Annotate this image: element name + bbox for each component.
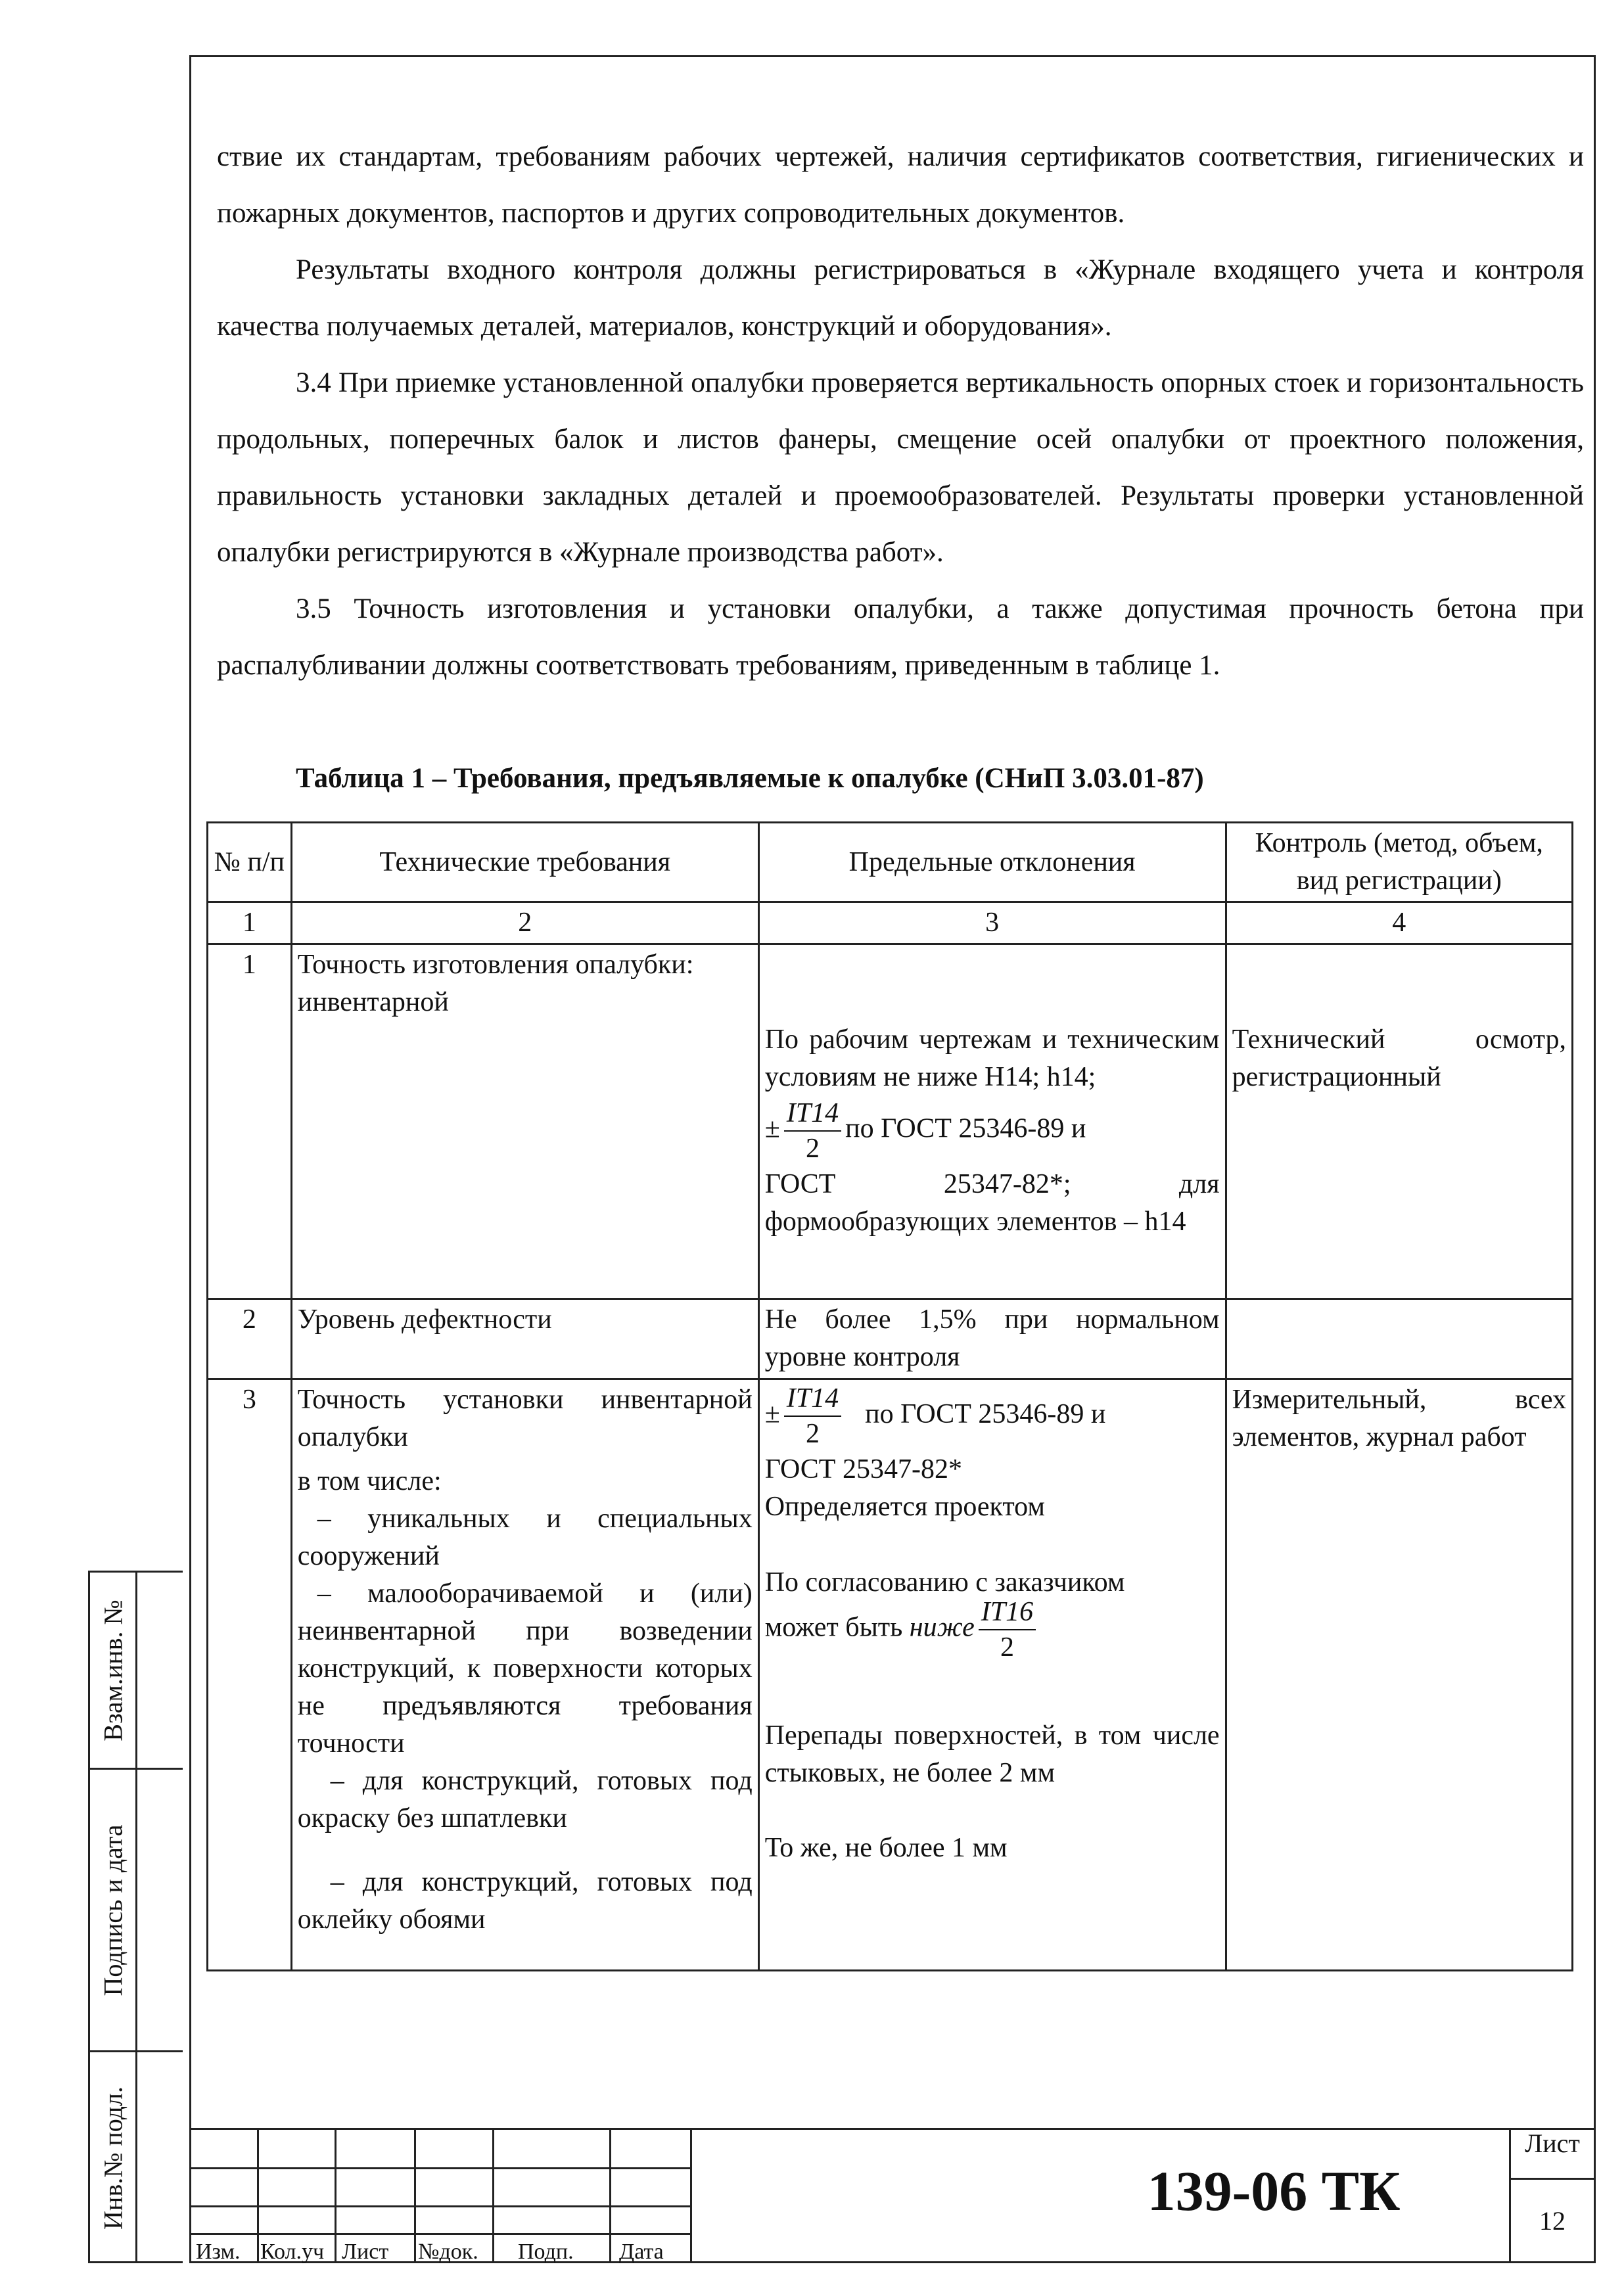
side-strip [88, 1571, 183, 2263]
header-number: № п/п [208, 823, 292, 902]
deviation-text: ГОСТ 25347-82*; для формообразующих элементов – h14 [764, 1169, 1220, 1237]
row-number: 3 [208, 1379, 292, 1971]
deviation-emphasis: ниже [909, 1612, 975, 1643]
table-row [208, 944, 1573, 1299]
row-deviation [758, 944, 1226, 1299]
strip-label-cell [90, 2052, 137, 2263]
fraction [784, 1096, 841, 1166]
stamp-line [189, 2128, 1596, 2130]
stamp-line [492, 2128, 494, 2263]
requirement-subtext: инвентарной [297, 987, 449, 1017]
fraction-numerator: IT14 [784, 1381, 841, 1417]
stamp-label: №док. [418, 2240, 478, 2264]
requirement-item: – для конструкций, готовых под окраску без шпатлевки [297, 1766, 753, 1833]
requirement-item: – уникальных и специальных сооружений [297, 1504, 753, 1571]
table-row [208, 1299, 1573, 1379]
paragraph-3-5: 3.5 Точность изготовления и установки опалубки, а также допустимая прочность бетона при распалубливании должны соответствовать требованиям, приведенным в таблице 1. [217, 593, 1584, 681]
stamp-label: Лист [342, 2240, 389, 2264]
strip-label: Подпись и дата [98, 1824, 128, 1996]
requirement-text: Точность изготовления опалубки: [297, 950, 694, 980]
title-block [189, 2128, 1596, 2263]
plus-minus-sign: ± [764, 1113, 780, 1144]
stamp-line [609, 2128, 611, 2263]
header-control: Контроль (метод, объем, вид регистрации) [1226, 823, 1572, 902]
table-row [208, 1379, 1573, 1971]
row-control [1226, 1299, 1572, 1379]
row-deviation [758, 1379, 1226, 1971]
row-control [1226, 944, 1572, 1299]
sheet-label: Лист [1525, 2129, 1580, 2158]
strip-cell [90, 1770, 183, 2052]
stamp-line [189, 2167, 690, 2169]
table-column-numbers-row [208, 902, 1573, 944]
deviation-text: То же, не более 1 мм [764, 1833, 1008, 1863]
column-number: 4 [1226, 902, 1572, 944]
deviation-formula [765, 1595, 1220, 1665]
row-requirement [291, 1379, 758, 1971]
fraction-denominator: 2 [1000, 1632, 1014, 1663]
strip-cell [90, 1573, 183, 1770]
stamp-label: Подп. [518, 2240, 574, 2264]
stamp-line [335, 2128, 336, 2263]
column-number: 1 [208, 902, 292, 944]
column-number: 3 [758, 902, 1226, 944]
deviation-standard: по ГОСТ 25346-89 и [845, 1113, 1086, 1144]
strip-label: Инв.№ подл. [98, 2086, 128, 2230]
stamp-label: Дата [619, 2240, 664, 2264]
fraction [784, 1381, 841, 1451]
row-requirement: Уровень дефектности [291, 1299, 758, 1379]
deviation-text: По рабочим чертежам и техническим условиям не ниже H14; h14; [764, 1024, 1220, 1092]
stamp-line [414, 2128, 416, 2263]
deviation-text: ГОСТ 25347-82* [764, 1454, 962, 1485]
document-code: 139-06 ТК [1147, 2159, 1401, 2222]
requirement-item: – малооборачиваемой и (или) неинвентарной при возведении конструкций, к поверхности которых не предъявляются требования точности [297, 1578, 753, 1759]
deviation-text: По согласованию с заказчиком [764, 1567, 1125, 1598]
fraction [979, 1595, 1036, 1665]
stamp-label: Кол.уч [260, 2240, 325, 2264]
deviation-formula [765, 1381, 1220, 1451]
deviation-text: Определяется проектом [764, 1492, 1045, 1522]
deviation-text: может быть [764, 1612, 903, 1643]
stamp-line [189, 2205, 690, 2207]
control-text: Технический осмотр, регистрационный [1232, 1024, 1566, 1092]
sheet-number: 12 [1539, 2206, 1566, 2236]
strip-cell [90, 2052, 183, 2263]
row-deviation: Не более 1,5% при нормальном уровне контроля [758, 1299, 1226, 1379]
fraction-denominator: 2 [805, 1419, 820, 1449]
deviation-formula [765, 1096, 1220, 1166]
strip-label: Взам.инв. № [98, 1599, 128, 1741]
requirement-text: Точность установки инвентарной опалубки [297, 1385, 753, 1452]
table-caption: Таблица 1 – Требования, предъявляемые к опалубке (СНиП 3.03.01-87) [296, 763, 1204, 794]
deviation-text: Перепады поверхностей, в том числе стыковых, не более 2 мм [764, 1720, 1220, 1788]
requirement-item: – для конструкций, готовых под оклейку обоями [297, 1867, 753, 1935]
column-number: 2 [291, 902, 758, 944]
paragraph-3-4: 3.4 При приемке установленной опалубки проверяется вертикальность опорных стоек и горизонтальность продольных, поперечных балок и листов фанеры, смещение осей опалубки от проектного положения, правильность установки закладных деталей и проемообразователей. Результаты проверки установленной опалубки регистрируются в «Журнале производства работ». [217, 367, 1584, 568]
requirements-table [206, 821, 1573, 1971]
stamp-line [189, 2233, 690, 2235]
strip-label-cell [90, 1573, 137, 1768]
deviation-standard: по ГОСТ 25346-89 и [865, 1398, 1106, 1429]
stamp-line [257, 2128, 259, 2263]
paragraph-continuation: ствие их стандартам, требованиям рабочих чертежей, наличия сертификатов соответствия, гигиенических и пожарных документов, паспортов и других сопроводительных документов. [217, 141, 1584, 229]
paragraph-input-control: Результаты входного контроля должны регистрироваться в «Журнале входящего учета и контроля качества получаемых деталей, материалов, конструкций и оборудования». [217, 254, 1584, 342]
strip-label-cell [90, 1770, 137, 2050]
fraction-numerator: IT14 [784, 1096, 841, 1132]
fraction-numerator: IT16 [979, 1595, 1036, 1630]
stamp-label: Изм. [196, 2240, 241, 2264]
row-requirement [291, 944, 758, 1299]
plus-minus-sign: ± [764, 1398, 780, 1429]
fraction-denominator: 2 [805, 1134, 820, 1164]
table-header-row [208, 823, 1573, 902]
row-control: Измерительный, всех элементов, журнал работ [1226, 1379, 1572, 1971]
header-requirements: Технические требования [291, 823, 758, 902]
body-text [217, 129, 1584, 694]
header-deviations: Предельные отклонения [758, 823, 1226, 902]
stamp-line [690, 2128, 692, 2263]
row-number: 1 [208, 944, 292, 1299]
row-number: 2 [208, 1299, 292, 1379]
requirement-subtext: в том числе: [297, 1466, 442, 1496]
